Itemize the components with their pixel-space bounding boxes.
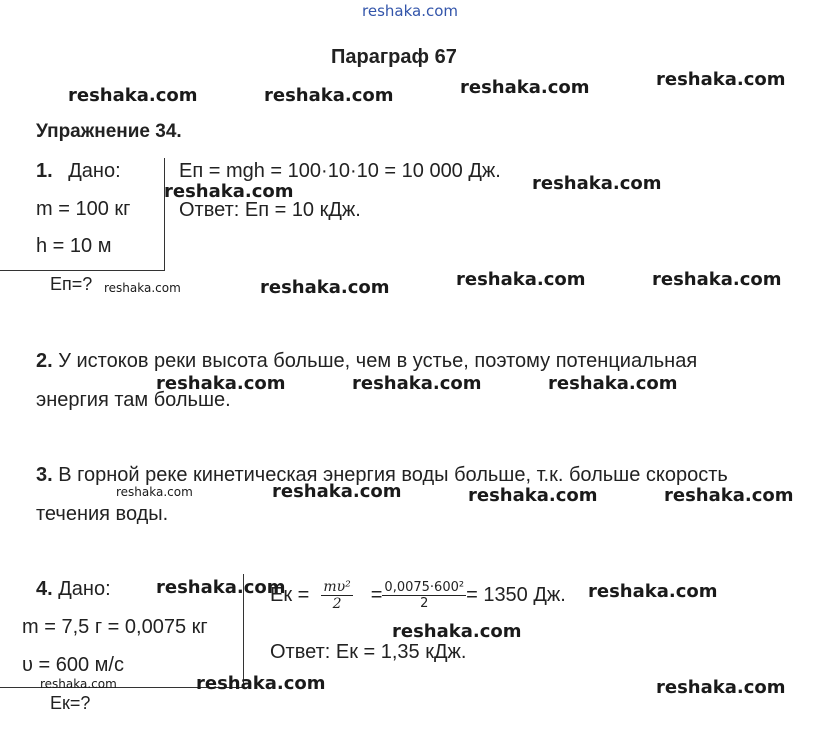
watermark: reshaka.com — [116, 485, 193, 499]
watermark: reshaka.com — [352, 373, 482, 394]
problem1-given-m: m = 100 кг — [36, 198, 131, 220]
watermark: reshaka.com — [164, 181, 294, 202]
watermark: reshaka.com — [652, 269, 782, 290]
watermark: reshaka.com — [456, 269, 586, 290]
page-title: Параграф 67 — [331, 46, 457, 68]
problem1-number: 1. — [36, 160, 53, 182]
watermark: reshaka.com — [588, 581, 718, 602]
problem4-frac2-den: 2 — [420, 596, 429, 611]
problem4-formula-result: = 1350 Дж. — [466, 584, 566, 606]
problem4-answer: Ответ: Eк = 1,35 кДж. — [270, 641, 467, 663]
problem2-text1: У истоков реки высота больше, чем в устье, поэтому потенциальная — [58, 350, 698, 372]
problem4-formula-lhs: Eк = — [270, 584, 310, 606]
watermark: reshaka.com — [68, 85, 198, 106]
watermark: reshaka.com — [656, 677, 786, 698]
watermark: reshaka.com — [532, 173, 662, 194]
problem4-header — [36, 578, 111, 601]
exercise-title: Упражнение 34. — [36, 121, 182, 142]
watermark: reshaka.com — [548, 373, 678, 394]
problem2-line1 — [36, 350, 697, 373]
watermark: reshaka.com — [264, 85, 394, 106]
problem1-header — [36, 160, 121, 183]
problem1-answer: Ответ: Eп = 10 кДж. — [179, 199, 361, 221]
watermark: reshaka.com — [260, 277, 390, 298]
problem1-given-hline — [0, 270, 165, 271]
problem4-formula: Eк = $\frac{\text{mυ²}}{2}$ = $\frac{\text{0,0075·600²}}{2}$ = 1350 Дж. — [270, 579, 566, 612]
watermark: reshaka.com — [196, 673, 326, 694]
problem4-frac1-num: mυ² — [323, 579, 351, 595]
problem4-frac1-den: 2 — [332, 596, 342, 612]
problem1-find: Eп=? — [50, 274, 93, 294]
problem3-number: 3. — [36, 464, 53, 486]
problem2-number: 2. — [36, 350, 53, 372]
watermark: reshaka.com — [156, 373, 286, 394]
problem2-line2: энергия там больше. — [36, 389, 231, 411]
problem3-text1: В горной реке кинетическая энергия воды больше, т.к. больше скорость — [58, 464, 728, 486]
watermark: reshaka.com — [40, 677, 117, 691]
problem4-fraction-1 — [321, 579, 352, 612]
watermark: reshaka.com — [656, 69, 786, 90]
watermark: reshaka.com — [104, 281, 181, 295]
problem4-given-v: υ = 600 м/с — [22, 654, 124, 676]
problem4-given-m: m = 7,5 г = 0,0075 кг — [22, 616, 208, 638]
watermark: reshaka.com — [468, 485, 598, 506]
problem1-formula: Eп = mgh = 100·10·10 = 10 000 Дж. — [179, 160, 501, 182]
watermark: reshaka.com — [664, 485, 794, 506]
problem4-number: 4. — [36, 578, 53, 600]
watermark: reshaka.com — [156, 577, 286, 598]
problem1-given-h: h = 10 м — [36, 235, 112, 257]
problem4-fraction-2 — [382, 580, 466, 611]
problem4-frac2-num: 0,0075·600² — [384, 580, 465, 595]
problem4-given-label: Дано: — [58, 578, 111, 600]
watermark: reshaka.com — [272, 481, 402, 502]
problem4-find: Eк=? — [50, 693, 91, 713]
watermark: reshaka.com — [460, 77, 590, 98]
problem3-line2: течения воды. — [36, 503, 169, 525]
watermark: reshaka.com — [392, 621, 522, 642]
site-url-header: reshaka.com — [362, 2, 458, 20]
problem1-given-label: Дано: — [68, 160, 121, 182]
problem1-given-vline — [164, 158, 165, 271]
